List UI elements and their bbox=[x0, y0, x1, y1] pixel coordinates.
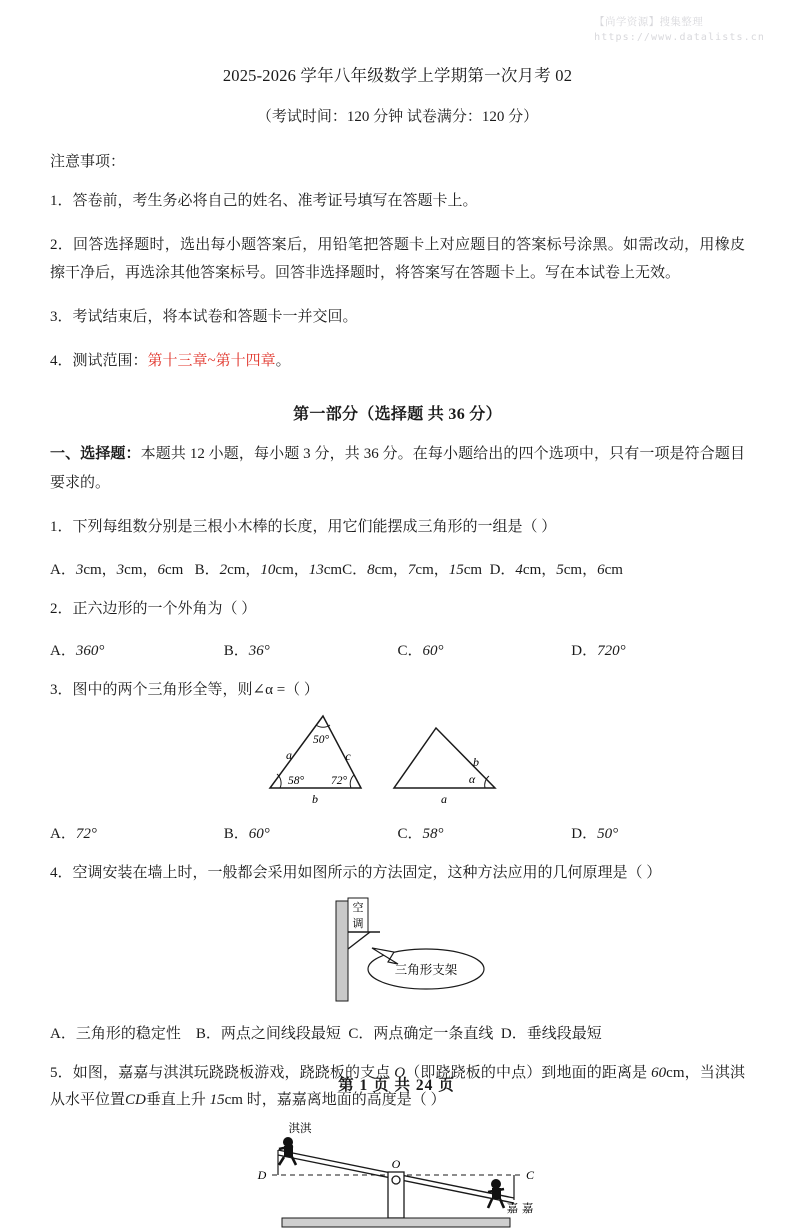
question-3-figure bbox=[50, 710, 745, 806]
watermark-source-label: 【尚学资源】搜集整理 bbox=[594, 16, 704, 28]
congruent-triangles-diagram bbox=[248, 710, 548, 806]
left-person-label: 淇淇 bbox=[288, 1121, 311, 1136]
right-person-label: 嘉 嘉 bbox=[506, 1201, 533, 1216]
exam-meta-subtitle: （考试时间：120 分钟 试卷满分：120 分） bbox=[256, 109, 539, 125]
question-2-option-c[interactable]: C．60° bbox=[397, 643, 444, 660]
question-4-figure bbox=[50, 894, 745, 1006]
section-intro bbox=[50, 440, 745, 497]
question-4-stem: 空调安装在墙上时，一般都会采用如图所示的方法固定，这种方法应用的几何原理是（ ） bbox=[72, 865, 662, 882]
question-1-stem: 下列每组数分别是三根小木棒的长度，用它们能摆成三角形的一组是（ ） bbox=[72, 519, 557, 536]
question-3-number: 3． bbox=[50, 682, 73, 699]
question-3-option-a[interactable]: A．72° bbox=[50, 826, 97, 843]
document-body bbox=[50, 0, 745, 1232]
point-c-label: C bbox=[525, 1168, 534, 1183]
question-4-option-a[interactable]: A．三角形的稳定性 bbox=[50, 1025, 181, 1042]
right-triangle-side-b-label: b bbox=[472, 755, 479, 770]
question-5-figure bbox=[50, 1120, 745, 1232]
question-1-option-a[interactable]: A．3cm，3cm，6cm bbox=[50, 561, 184, 578]
question-4-options bbox=[50, 1022, 745, 1043]
notice-item-1: 1．答卷前，考生务必将自己的姓名、准考证号填写在答题卡上。 bbox=[50, 193, 478, 209]
question-2-options bbox=[50, 639, 745, 660]
notice-heading: 注意事项： bbox=[50, 154, 126, 170]
section-intro-label: 一、选择题： bbox=[50, 446, 141, 463]
question-4-option-c[interactable]: C．两点确定一条直线 bbox=[348, 1025, 494, 1042]
notice-item-4 bbox=[50, 348, 745, 375]
question-4-option-d[interactable]: D．垂线段最短 bbox=[500, 1025, 602, 1042]
question-4-text bbox=[50, 860, 745, 887]
question-4-options-inline bbox=[50, 1022, 745, 1043]
question-2-option-a[interactable]: A．360° bbox=[50, 643, 105, 660]
question-3-options bbox=[50, 822, 745, 843]
right-triangle-alpha-label: α bbox=[468, 772, 475, 787]
test-range-text: 第十三章~第十四章 bbox=[147, 353, 276, 370]
question-1-option-b[interactable]: B．2cm，10cm，13cm bbox=[194, 561, 343, 578]
question-3-text bbox=[50, 677, 745, 704]
air-conditioner-bracket-diagram bbox=[248, 894, 548, 1006]
wall-shape bbox=[336, 901, 348, 1001]
seesaw-diagram bbox=[248, 1120, 548, 1232]
question-1-text bbox=[50, 514, 745, 541]
question-3-stem: 图中的两个三角形全等，则∠α =（ ） bbox=[72, 682, 319, 699]
left-triangle-apex-angle-label: 50° bbox=[312, 734, 329, 747]
left-triangle-left-base-arc bbox=[277, 774, 281, 788]
question-1-options-inline bbox=[50, 558, 745, 579]
right-triangle-side-a-label: a bbox=[440, 792, 447, 807]
left-triangle-left-base-angle-label: 58° bbox=[287, 775, 304, 788]
pivot-label: O bbox=[391, 1157, 400, 1172]
notice-item-3: 3．考试结束后，将本试卷和答题卡一并交回。 bbox=[50, 308, 358, 325]
left-triangle-right-base-angle-label: 72° bbox=[330, 775, 347, 788]
diagonal-brace bbox=[348, 932, 370, 949]
notice-item-4-prefix: 4．测试范围： bbox=[50, 353, 148, 370]
section-intro-rest: 本题共 12 小题，每小题 3 分，共 36 分。在每小题给出的四个选项中，只有一项是符合题目要求的。 bbox=[50, 446, 745, 491]
question-5-text: 5．如图，嘉嘉与淇淇玩跷跷板游戏，跷跷板的支点 O（即跷跷板的中点）到地面的距离是 60cm，当淇淇从水平位置CD垂直上升 15cm 时，嘉嘉离地面的高度是（ ） bbox=[50, 1064, 745, 1108]
air-conditioner-label-char-1: 空 bbox=[352, 900, 363, 914]
question-2-stem: 正六边形的一个外角为（ ） bbox=[72, 600, 257, 617]
left-triangle-side-c-label: c bbox=[344, 749, 351, 764]
point-d-label: D bbox=[257, 1168, 266, 1183]
part-one-heading: 第一部分（选择题 共 36 分） bbox=[293, 406, 502, 424]
ground-base bbox=[282, 1218, 510, 1227]
right-triangle-shape bbox=[394, 728, 495, 788]
pivot-point bbox=[392, 1176, 400, 1184]
left-triangle-side-a-label: a bbox=[285, 748, 292, 763]
left-triangle-right-base-arc bbox=[350, 775, 354, 788]
question-1-option-d[interactable]: D．4cm，5cm，6cm bbox=[489, 561, 623, 578]
question-3-option-c[interactable]: C．58° bbox=[397, 826, 444, 843]
question-3-option-d[interactable]: D．50° bbox=[571, 826, 619, 843]
page-title: 2025-2026 学年八年级数学上学期第一次月考 02 bbox=[222, 66, 573, 85]
air-conditioner-label-char-2: 调 bbox=[352, 916, 363, 930]
notice-item-2: 2．回答选择题时，选出每小题答案后，用铅笔把答题卡上对应题目的答案标号涂黑。如需改动，用橡皮擦干净后，再选涂其他答案标号。回答非选择题时，将答案写在答题卡上。写在本试卷上无效。 bbox=[50, 237, 745, 281]
question-2-option-b[interactable]: B．36° bbox=[223, 643, 270, 660]
question-4-number: 4． bbox=[50, 865, 73, 882]
question-1-option-c[interactable]: C．8cm，7cm，15cm bbox=[342, 561, 483, 578]
question-5-number: 5． bbox=[50, 1064, 73, 1081]
question-1-number: 1． bbox=[50, 519, 73, 536]
question-4-option-b[interactable]: B．两点之间线段最短 bbox=[195, 1025, 341, 1042]
question-2-number: 2． bbox=[50, 600, 73, 617]
question-1-options bbox=[50, 558, 745, 579]
notice-item-4-suffix: 。 bbox=[275, 353, 291, 370]
watermark-url: https://www.datalists.cn bbox=[594, 32, 765, 44]
left-triangle-side-b-label: b bbox=[311, 792, 318, 807]
question-2-option-d[interactable]: D．720° bbox=[571, 643, 626, 660]
question-2-text bbox=[50, 596, 745, 623]
page-footer: 第 1 页 共 24 页 bbox=[338, 1077, 455, 1094]
question-3-option-b[interactable]: B．60° bbox=[223, 826, 270, 843]
callout-text: 三角形支架 bbox=[394, 961, 457, 977]
